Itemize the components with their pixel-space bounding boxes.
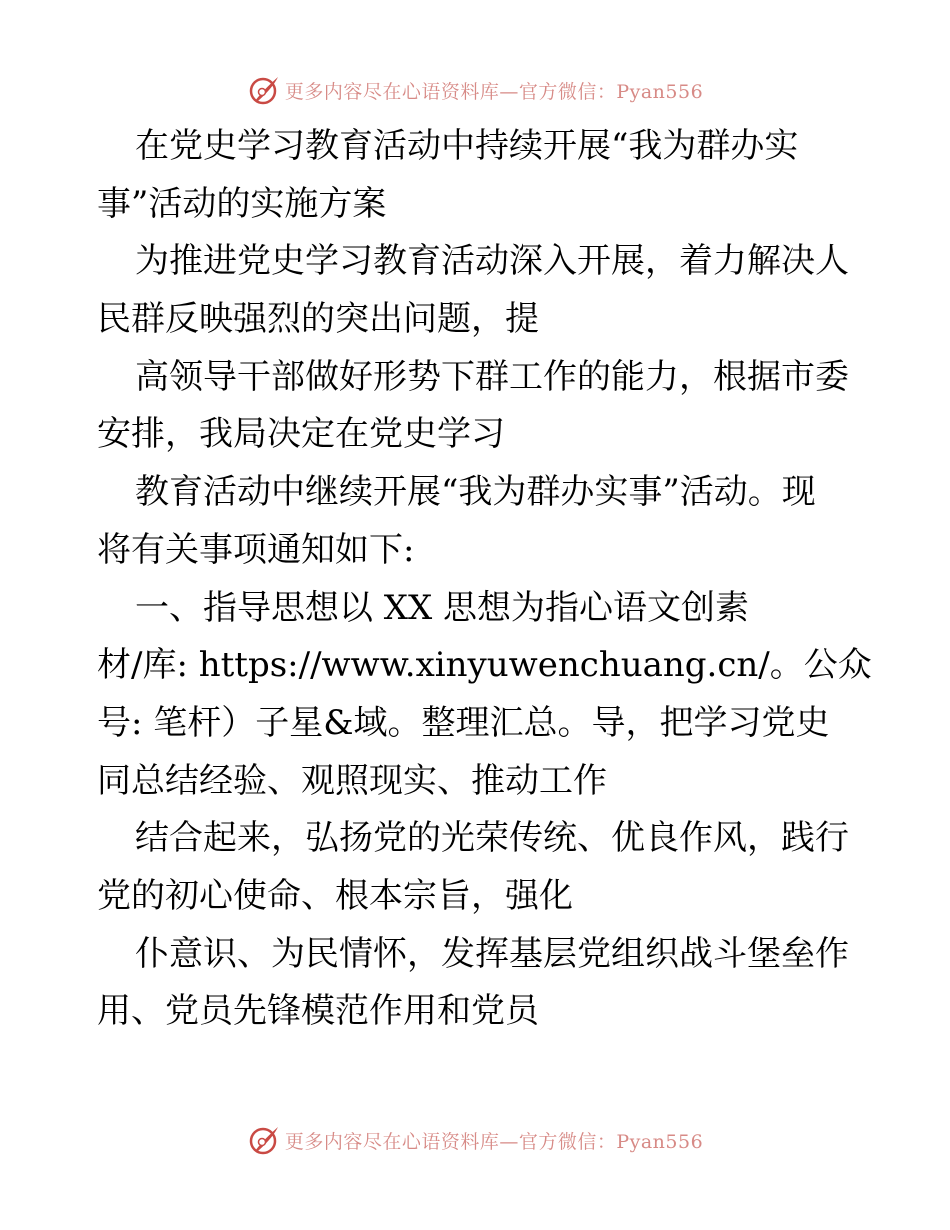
paragraph-line: 仆意识、为民情怀，发挥基层党组织战斗堡垒作 — [135, 933, 849, 974]
paragraph-line: 将有关事项通知如下: — [97, 529, 415, 570]
quill-logo-icon — [247, 1123, 281, 1157]
paragraph-line: 教育活动中继续开展“我为群办实事”活动。现 — [135, 472, 816, 513]
paragraph-line: 用、党员先锋模范作用和党员 — [97, 991, 539, 1032]
header-banner-text: 更多内容尽在心语资料库—官方微信：Pyan556 — [284, 80, 704, 103]
paragraph-line: 党的初心使命、根本宗旨，强化 — [97, 875, 573, 916]
paragraph-line: 材/库: https://www.xinyuwenchuang.cn/。公众 — [97, 645, 872, 686]
document-body — [97, 118, 872, 1041]
header-banner — [0, 70, 950, 110]
quill-logo-icon — [247, 73, 281, 107]
title-line: 事”活动的实施方案 — [97, 183, 387, 224]
paragraph-line: 号: 笔杆）子星&域。整理汇总。导，把学习党史 — [97, 702, 830, 743]
paragraph-line: 结合起来，弘扬党的光荣传统、优良作风，践行 — [135, 818, 849, 859]
paragraph-line: 同总结经验、观照现实、推动工作 — [97, 760, 607, 801]
paragraph-line: 高领导干部做好形势下群工作的能力，根据市委 — [135, 356, 849, 397]
paragraph-line: 民群反映强烈的突出问题，提 — [97, 299, 539, 340]
paragraph-line: 安排，我局决定在党史学习 — [97, 414, 505, 455]
footer-banner-text: 更多内容尽在心语资料库—官方微信：Pyan556 — [284, 1130, 704, 1153]
title-line: 在党史学习教育活动中持续开展“我为群办实 — [135, 126, 799, 166]
footer-banner — [0, 1120, 950, 1160]
paragraph-line: 为推进党史学习教育活动深入开展，着力解决人 — [135, 241, 849, 282]
paragraph-line: 一、指导思想以 XX 思想为指心语文创素 — [135, 587, 750, 628]
